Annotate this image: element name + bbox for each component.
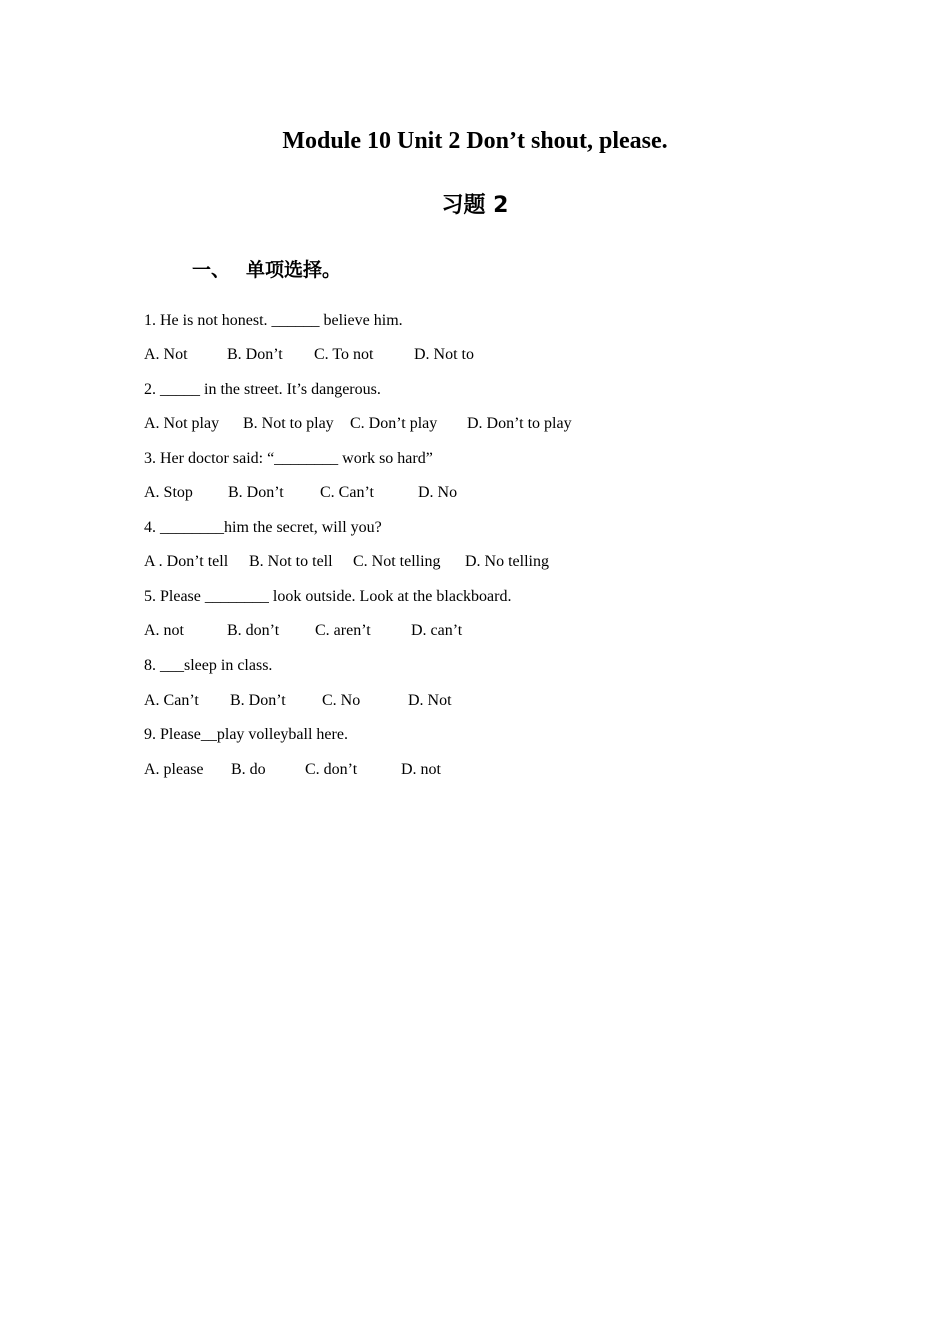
option-b: B. Not to play	[243, 415, 334, 432]
option-d: D. Not	[408, 692, 452, 709]
option-a: A. please	[144, 761, 204, 778]
option-a: A. not	[144, 622, 184, 639]
question-stem: 4. ________him the secret, will you?	[144, 519, 382, 536]
option-b: B. Don’t	[227, 346, 283, 363]
option-d: D. Not to	[414, 346, 474, 363]
option-c: C. Not telling	[353, 553, 441, 570]
option-d: D. No	[418, 484, 458, 501]
option-b: B. Don’t	[230, 692, 286, 709]
option-b: B. don’t	[227, 622, 280, 639]
option-d: D. not	[401, 761, 441, 778]
question-stem: 1. He is not honest. ______ believe him.	[144, 312, 403, 329]
question-stem: 2. _____ in the street. It’s dangerous.	[144, 381, 381, 398]
question-stem: 5. Please ________ look outside. Look at the blackboard.	[144, 588, 512, 605]
section-heading	[192, 257, 341, 283]
option-c: C. No	[322, 692, 361, 709]
section-number: 一、	[192, 259, 231, 281]
option-d: D. can’t	[411, 622, 463, 639]
option-c: C. To not	[314, 346, 374, 363]
option-a: A. Stop	[144, 484, 193, 501]
section-label: 单项选择。	[246, 259, 342, 281]
option-b: B. Don’t	[228, 484, 284, 501]
option-d: D. Don’t to play	[467, 415, 572, 432]
document-subtitle: 习题 2	[441, 193, 509, 218]
option-d: D. No telling	[465, 553, 549, 570]
question-stem: 8. ___sleep in class.	[144, 657, 273, 674]
option-c: C. Don’t play	[350, 415, 438, 432]
question-stem: 3. Her doctor said: “________ work so hard”	[144, 450, 433, 467]
question-stem: 9. Please__play volleyball here.	[144, 726, 348, 743]
option-a: A. Not play	[144, 415, 220, 432]
option-b: B. do	[231, 761, 266, 778]
option-c: C. Can’t	[320, 484, 374, 501]
option-a: A. Not	[144, 346, 188, 363]
document-title: Module 10 Unit 2 Don’t shout, please.	[282, 128, 668, 154]
option-c: C. aren’t	[315, 622, 371, 639]
option-a: A. Can’t	[144, 692, 199, 709]
option-a: A . Don’t tell	[144, 553, 229, 570]
option-c: C. don’t	[305, 761, 358, 778]
option-b: B. Not to tell	[249, 553, 333, 570]
